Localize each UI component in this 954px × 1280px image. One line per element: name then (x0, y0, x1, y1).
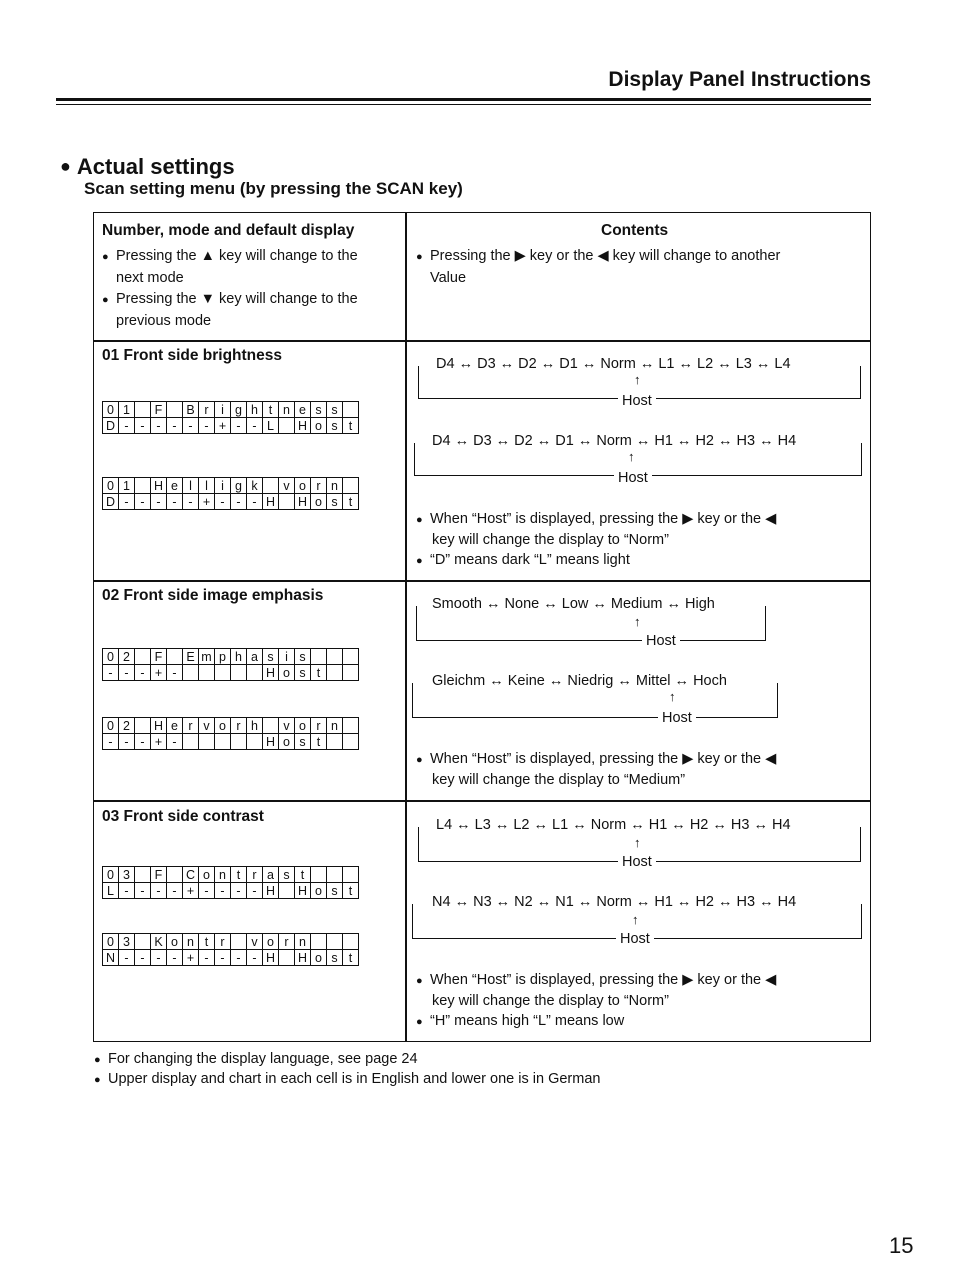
lcd-char: - (199, 950, 215, 966)
lcd-char (135, 402, 151, 418)
lcd-char: - (199, 883, 215, 899)
lcd-char: o (263, 934, 279, 950)
lcd-char: 0 (103, 867, 119, 883)
lcd-char: H (263, 883, 279, 899)
lcd-char: - (103, 734, 119, 750)
lcd-char (135, 649, 151, 665)
lcd-char: H (151, 718, 167, 734)
cycle-sequence: L4 ↔ L3 ↔ L2 ↔ L1 ↔ Norm ↔ H1 ↔ H2 ↔ H3 ↔ H4 (436, 817, 791, 833)
lcd-char: r (247, 867, 263, 883)
lcd-char: s (263, 649, 279, 665)
cycle-bracket (412, 683, 778, 718)
lcd-char: t (231, 867, 247, 883)
lcd-char: + (151, 734, 167, 750)
lcd-char: 3 (119, 934, 135, 950)
lcd-char: 0 (103, 718, 119, 734)
lcd-char (263, 718, 279, 734)
lcd-char (327, 665, 343, 681)
lcd-row (103, 883, 359, 899)
lcd-char (231, 665, 247, 681)
host-label: Host (642, 633, 680, 649)
lcd-char: 0 (103, 478, 119, 494)
lcd-char: k (247, 478, 263, 494)
list-item: ● When “Host” is displayed, pressing the ▶ key or the ◀ (416, 511, 777, 527)
lcd-char: - (167, 418, 183, 434)
lcd-char (279, 950, 295, 966)
cycle-sequence: N4 ↔ N3 ↔ N2 ↔ N1 ↔ Norm ↔ H1 ↔ H2 ↔ H3 ↔ H4 (432, 894, 797, 910)
lcd-char (247, 734, 263, 750)
lcd-char: E (183, 649, 199, 665)
list-item: ● Pressing the ▶ key or the ◀ key will change to another (416, 248, 781, 264)
lcd-row (103, 934, 359, 950)
lcd-char: s (295, 734, 311, 750)
lcd-char: + (183, 883, 199, 899)
lcd-char (167, 402, 183, 418)
lcd-char: e (167, 478, 183, 494)
lcd-char: - (247, 418, 263, 434)
lcd-char: H (295, 883, 311, 899)
lcd-row (103, 718, 359, 734)
lcd-char: o (167, 934, 183, 950)
list-item-cont: key will change the display to “Norm” (432, 532, 669, 548)
bullet-icon: ● (60, 156, 71, 176)
lcd-char: i (215, 478, 231, 494)
list-item: ● Pressing the ▼ key will change to the (102, 291, 358, 307)
lcd-char (311, 649, 327, 665)
lcd-char: F (151, 402, 167, 418)
lcd-char: - (167, 950, 183, 966)
lcd-char: - (151, 494, 167, 510)
lcd-char (231, 934, 247, 950)
lcd-char: o (279, 665, 295, 681)
lcd-char: t (311, 734, 327, 750)
lcd-char: i (279, 649, 295, 665)
lcd-char: v (279, 478, 295, 494)
page-header-title: Display Panel Instructions (608, 68, 871, 91)
host-label: Host (616, 931, 654, 947)
lcd-char: n (327, 718, 343, 734)
lcd-char: o (311, 950, 327, 966)
lcd-char (311, 934, 327, 950)
lcd-char: K (151, 934, 167, 950)
mode-notes-02 (416, 749, 866, 790)
lcd-char (135, 867, 151, 883)
lcd-char: H (263, 665, 279, 681)
lcd-char: n (215, 867, 231, 883)
lcd-char: 0 (103, 649, 119, 665)
lcd-char: B (183, 402, 199, 418)
lcd-char (279, 418, 295, 434)
lcd-char: s (327, 883, 343, 899)
lcd-char: - (215, 950, 231, 966)
lcd-char: - (151, 883, 167, 899)
lcd-char: - (135, 734, 151, 750)
lcd-char: - (167, 734, 183, 750)
arrow-up-icon: ↑ (634, 372, 641, 387)
lcd-char (199, 665, 215, 681)
lcd-char: - (247, 950, 263, 966)
lcd-char: o (279, 734, 295, 750)
lcd-char: - (103, 665, 119, 681)
lcd-char: D (103, 494, 119, 510)
footnote: ● For changing the display language, see page 24 (94, 1051, 418, 1067)
lcd-char: s (279, 867, 295, 883)
lcd-char (343, 649, 359, 665)
lcd-display-en-03 (102, 866, 359, 899)
lcd-char: L (263, 418, 279, 434)
lcd-char: C (183, 867, 199, 883)
lcd-char (183, 665, 199, 681)
lcd-char: s (311, 402, 327, 418)
lcd-char: h (231, 649, 247, 665)
lcd-char: + (183, 950, 199, 966)
lcd-char (167, 867, 183, 883)
lcd-char: o (311, 494, 327, 510)
list-item: ● “D” means dark “L” means light (416, 552, 630, 568)
lcd-char (279, 883, 295, 899)
lcd-row (103, 734, 359, 750)
lcd-char: r (199, 402, 215, 418)
lcd-char (135, 718, 151, 734)
lcd-char (247, 665, 263, 681)
lcd-char: t (295, 867, 311, 883)
lcd-row (103, 665, 359, 681)
lcd-char: - (119, 950, 135, 966)
lcd-char: o (215, 718, 231, 734)
lcd-char: r (231, 718, 247, 734)
lcd-char: s (327, 494, 343, 510)
lcd-char: t (263, 402, 279, 418)
lcd-char: e (167, 718, 183, 734)
lcd-char (215, 665, 231, 681)
lcd-char: r (311, 478, 327, 494)
lcd-char: - (183, 418, 199, 434)
mode-title-02: 02 Front side image emphasis (102, 587, 324, 604)
lcd-char: - (119, 418, 135, 434)
table-row-divider (93, 580, 871, 582)
lcd-char: - (135, 950, 151, 966)
list-item: ● When “Host” is displayed, pressing the ▶ key or the ◀ (416, 751, 777, 767)
lcd-char: h (247, 402, 263, 418)
lcd-char: n (183, 934, 199, 950)
lcd-char: - (247, 883, 263, 899)
lcd-char: m (199, 649, 215, 665)
lcd-char: + (215, 418, 231, 434)
lcd-char (343, 867, 359, 883)
section-title: ● Actual settings (60, 154, 235, 179)
lcd-char (343, 665, 359, 681)
mode-title-01: 01 Front side brightness (102, 347, 283, 364)
lcd-char: - (135, 883, 151, 899)
lcd-char (343, 934, 359, 950)
lcd-char: t (343, 418, 359, 434)
table-row-divider (93, 340, 871, 342)
lcd-display-de-02 (102, 717, 359, 750)
lcd-char: v (199, 718, 215, 734)
lcd-row (103, 402, 359, 418)
lcd-char: + (151, 665, 167, 681)
lcd-char (327, 649, 343, 665)
lcd-char: v (279, 718, 295, 734)
lcd-char: F (151, 649, 167, 665)
lcd-char: - (183, 494, 199, 510)
lcd-char (327, 934, 343, 950)
host-label: Host (618, 854, 656, 870)
lcd-char: 0 (103, 402, 119, 418)
lcd-row (103, 494, 359, 510)
lcd-char: 0 (103, 934, 119, 950)
cycle-bracket (416, 606, 766, 641)
lcd-char (135, 478, 151, 494)
lcd-display-de-01 (102, 477, 359, 510)
list-item: ● When “Host” is displayed, pressing the ▶ key or the ◀ (416, 972, 777, 988)
right-header-bullets (416, 246, 866, 289)
lcd-char: - (247, 494, 263, 510)
lcd-char (279, 494, 295, 510)
lcd-char (231, 734, 247, 750)
lcd-char (263, 478, 279, 494)
lcd-char: - (135, 665, 151, 681)
lcd-char: t (199, 934, 215, 950)
lcd-char: a (247, 649, 263, 665)
lcd-char: 2 (119, 649, 135, 665)
lcd-char (327, 734, 343, 750)
lcd-display-de-03 (102, 933, 359, 966)
page-number: 15 (889, 1233, 914, 1258)
lcd-char: - (199, 418, 215, 434)
lcd-char: t (343, 883, 359, 899)
lcd-char: - (135, 418, 151, 434)
lcd-char: 2 (119, 718, 135, 734)
lcd-char: H (263, 494, 279, 510)
lcd-char: e (295, 402, 311, 418)
lcd-row (103, 649, 359, 665)
lcd-char: s (295, 649, 311, 665)
header-rule-thin (56, 104, 871, 105)
lcd-char: - (167, 665, 183, 681)
left-header-bullets (102, 246, 402, 332)
lcd-char: n (295, 934, 311, 950)
lcd-char: L (103, 883, 119, 899)
lcd-char (167, 649, 183, 665)
lcd-char: H (295, 418, 311, 434)
mode-notes-01 (416, 509, 866, 571)
lcd-char: - (167, 883, 183, 899)
lcd-char: v (247, 934, 263, 950)
section-subtitle: Scan setting menu (by pressing the SCAN key) (84, 179, 463, 198)
lcd-char: F (151, 867, 167, 883)
lcd-char (343, 718, 359, 734)
lcd-char: o (311, 418, 327, 434)
lcd-char: l (183, 478, 199, 494)
list-item: ● “H” means high “L” means low (416, 1013, 625, 1029)
cycle-sequence: Smooth ↔ None ↔ Low ↔ Medium ↔ High (432, 596, 715, 612)
lcd-char: - (231, 883, 247, 899)
lcd-char (343, 402, 359, 418)
lcd-char: - (151, 950, 167, 966)
list-item-cont: Value (430, 270, 467, 286)
lcd-char: - (119, 734, 135, 750)
lcd-char: o (311, 883, 327, 899)
lcd-char: H (295, 494, 311, 510)
lcd-char: r (279, 934, 295, 950)
lcd-char (215, 734, 231, 750)
lcd-char: t (311, 665, 327, 681)
lcd-char (135, 934, 151, 950)
mode-notes-03 (416, 970, 866, 1032)
arrow-up-icon: ↑ (669, 689, 676, 704)
lcd-char: r (183, 718, 199, 734)
lcd-char: h (247, 718, 263, 734)
lcd-char: N (103, 950, 119, 966)
lcd-char: - (231, 950, 247, 966)
lcd-char: g (231, 478, 247, 494)
lcd-row (103, 418, 359, 434)
lcd-char: - (151, 418, 167, 434)
lcd-char: n (327, 478, 343, 494)
lcd-char: - (167, 494, 183, 510)
lcd-display-en-01 (102, 401, 359, 434)
lcd-char: a (263, 867, 279, 883)
lcd-char: g (231, 402, 247, 418)
lcd-char: i (215, 402, 231, 418)
lcd-display-en-02 (102, 648, 359, 681)
lcd-char: - (231, 494, 247, 510)
left-column-header: Number, mode and default display (102, 222, 355, 239)
lcd-char: s (327, 402, 343, 418)
list-item-cont: next mode (116, 270, 184, 286)
list-item-cont: key will change the display to “Medium” (432, 772, 686, 788)
arrow-up-icon: ↑ (628, 449, 635, 464)
lcd-char: o (295, 478, 311, 494)
cycle-sequence: D4 ↔ D3 ↔ D2 ↔ D1 ↔ Norm ↔ H1 ↔ H2 ↔ H3 ↔ H4 (432, 433, 797, 449)
lcd-row (103, 867, 359, 883)
table-column-divider (405, 212, 407, 1042)
host-label: Host (658, 710, 696, 726)
lcd-char (199, 734, 215, 750)
lcd-char: r (215, 934, 231, 950)
lcd-char: s (327, 418, 343, 434)
cycle-sequence: D4 ↔ D3 ↔ D2 ↔ D1 ↔ Norm ↔ L1 ↔ L2 ↔ L3 ↔ L4 (436, 356, 791, 372)
lcd-char: - (215, 494, 231, 510)
lcd-char: H (263, 950, 279, 966)
right-column-header: Contents (601, 222, 669, 239)
lcd-char: t (343, 494, 359, 510)
table-row-divider (93, 800, 871, 802)
host-label: Host (614, 470, 652, 486)
list-item-cont: previous mode (116, 313, 212, 329)
lcd-char: t (343, 950, 359, 966)
lcd-char: s (327, 950, 343, 966)
lcd-char: - (119, 883, 135, 899)
lcd-char: H (295, 950, 311, 966)
lcd-char: 1 (119, 402, 135, 418)
lcd-char: p (215, 649, 231, 665)
cycle-sequence: Gleichm ↔ Keine ↔ Niedrig ↔ Mittel ↔ Hoch (432, 673, 727, 689)
lcd-char: - (119, 665, 135, 681)
footnote: ● Upper display and chart in each cell is in English and lower one is in German (94, 1071, 601, 1087)
lcd-char: H (151, 478, 167, 494)
lcd-char: - (119, 494, 135, 510)
mode-title-03: 03 Front side contrast (102, 808, 264, 825)
arrow-up-icon: ↑ (634, 614, 641, 629)
lcd-char (183, 734, 199, 750)
lcd-char: n (279, 402, 295, 418)
header-rule (56, 98, 871, 101)
lcd-char: r (311, 718, 327, 734)
lcd-char: s (295, 665, 311, 681)
list-item: ● Pressing the ▲ key will change to the (102, 248, 358, 264)
lcd-char: - (135, 494, 151, 510)
lcd-char (343, 734, 359, 750)
lcd-char: - (231, 418, 247, 434)
lcd-char: + (199, 494, 215, 510)
lcd-char: o (199, 867, 215, 883)
lcd-row (103, 478, 359, 494)
lcd-char: 3 (119, 867, 135, 883)
lcd-char: 1 (119, 478, 135, 494)
lcd-char: o (295, 718, 311, 734)
host-label: Host (618, 393, 656, 409)
arrow-up-icon: ↑ (634, 835, 641, 850)
lcd-char: l (199, 478, 215, 494)
lcd-char (327, 867, 343, 883)
arrow-up-icon: ↑ (632, 912, 639, 927)
lcd-char: D (103, 418, 119, 434)
lcd-char (311, 867, 327, 883)
list-item-cont: key will change the display to “Norm” (432, 993, 669, 1009)
lcd-char (343, 478, 359, 494)
lcd-row (103, 950, 359, 966)
lcd-char: H (263, 734, 279, 750)
lcd-char: - (215, 883, 231, 899)
